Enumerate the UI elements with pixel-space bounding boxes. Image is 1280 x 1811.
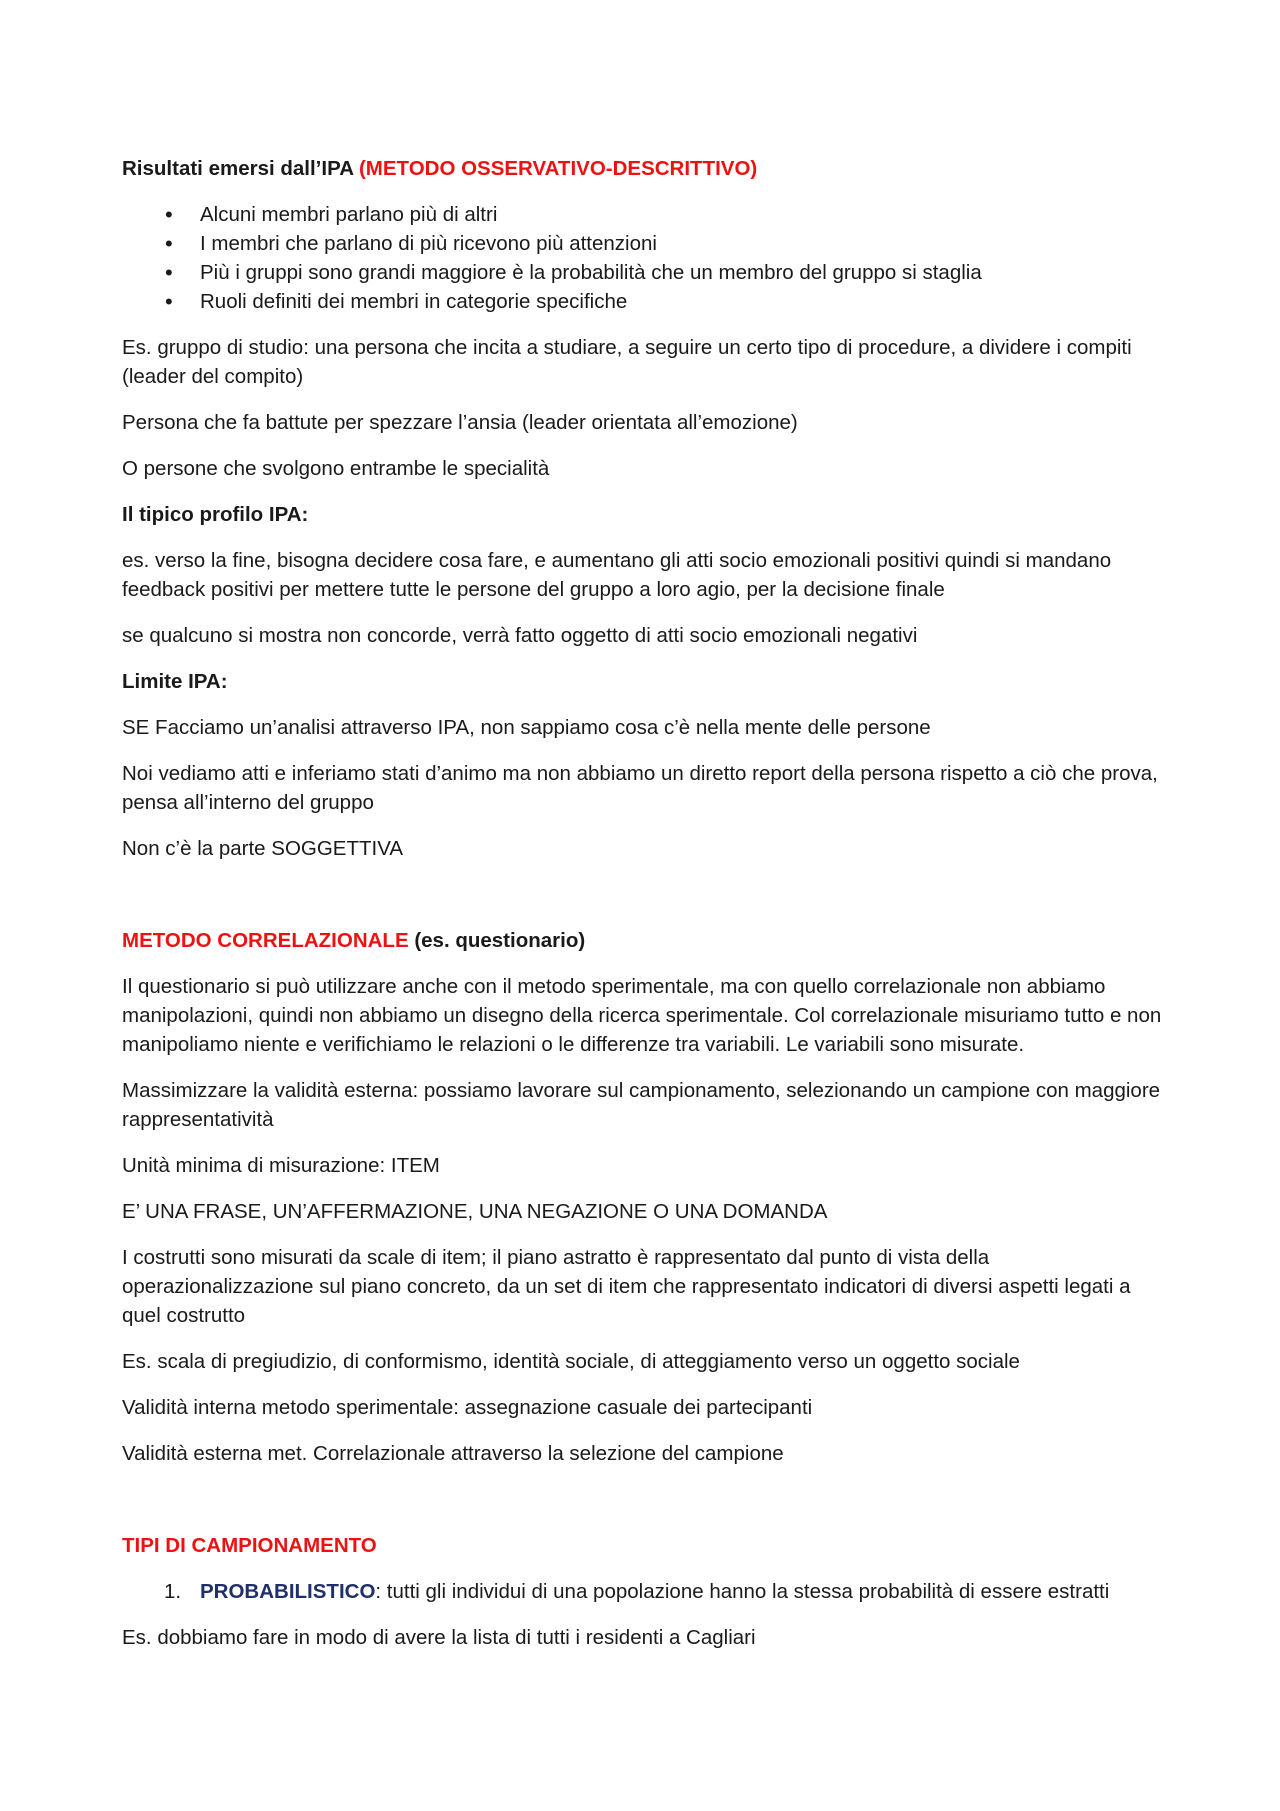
section-heading-correlazionale	[122, 926, 1162, 955]
paragraph: O persone che svolgono entrambe le specialità	[122, 457, 550, 480]
section-heading-campionamento: TIPI DI CAMPIONAMENTO	[122, 1534, 377, 1557]
paragraph: Persona che fa battute per spezzare l’ansia (leader orientata all’emozione)	[122, 411, 798, 434]
term-probabilistico: PROBABILISTICO	[200, 1580, 376, 1603]
subheading-limite: Limite IPA:	[122, 670, 228, 693]
paragraph: Validità interna metodo sperimentale: assegnazione casuale dei partecipanti	[122, 1396, 813, 1419]
paragraph: Massimizzare la validità esterna: possiamo lavorare sul campionamento, selezionando un campione con maggiore rappresentatività	[122, 1079, 1161, 1131]
paragraph: Noi vediamo atti e inferiamo stati d’animo ma non abbiamo un diretto report della persona rispetto a ciò che prova, pensa all’interno del gruppo	[122, 762, 1158, 814]
numbered-list	[122, 1577, 1162, 1606]
item-text: : tutti gli individui di una popolazione hanno la stessa probabilità di essere estratti	[375, 1580, 1110, 1603]
list-item: • Ruoli definiti dei membri in categorie specifiche	[122, 287, 1162, 316]
list-item: • Alcuni membri parlano più di altri	[122, 200, 1162, 229]
paragraph: SE Facciamo un’analisi attraverso IPA, non sappiamo cosa c’è nella mente delle persone	[122, 716, 931, 739]
list-item	[122, 1577, 1162, 1606]
section-heading-ipa-results	[122, 154, 1162, 183]
heading-text: (es. questionario)	[408, 929, 586, 952]
list-item: • I membri che parlano di più ricevono più attenzioni	[122, 229, 1162, 258]
paragraph: Il questionario si può utilizzare anche con il metodo sperimentale, ma con quello correlazionale non abbiamo manipolazioni, quindi non abbiamo un disegno della ricerca sperimentale. Col correlazionale misuriamo tutto e non manipoliamo niente e verifichiamo le relazioni o le differenze tra variabili. Le variabili sono misurate.	[122, 975, 1162, 1056]
heading-red-text: (METODO OSSERVATIVO-DESCRITTIVO)	[358, 157, 758, 180]
spacer	[122, 880, 1162, 926]
paragraph: Validità esterna met. Correlazionale attraverso la selezione del campione	[122, 1442, 784, 1465]
paragraph: es. verso la fine, bisogna decidere cosa fare, e aumentano gli atti socio emozionali positivi quindi si mandano feedback positivi per mettere tutte le persone del gruppo a loro agio, per la decisione finale	[122, 549, 1112, 601]
list-number: 1.	[164, 1580, 182, 1603]
heading-text: Risultati emersi dall’IPA	[122, 157, 359, 180]
paragraph: Es. gruppo di studio: una persona che incita a studiare, a seguire un certo tipo di procedure, a dividere i compiti (leader del compito)	[122, 336, 1132, 388]
paragraph: Non c’è la parte SOGGETTIVA	[122, 837, 404, 860]
paragraph: E’ UNA FRASE, UN’AFFERMAZIONE, UNA NEGAZIONE O UNA DOMANDA	[122, 1200, 828, 1223]
subheading-profilo: Il tipico profilo IPA:	[122, 503, 309, 526]
paragraph: I costrutti sono misurati da scale di item; il piano astratto è rappresentato dal punto di vista della operazionalizzazione sul piano concreto, da un set di item che rappresentato indicatori di diversi aspetti legati a quel costrutto	[122, 1246, 1131, 1327]
paragraph: Es. scala di pregiudizio, di conformismo, identità sociale, di atteggiamento verso un oggetto sociale	[122, 1350, 1020, 1373]
paragraph: Unità minima di misurazione: ITEM	[122, 1154, 440, 1177]
heading-red-text: METODO CORRELAZIONALE	[122, 929, 409, 952]
document-body	[122, 154, 1162, 1669]
bullet-list	[122, 200, 1162, 316]
paragraph: se qualcuno si mostra non concorde, verrà fatto oggetto di atti socio emozionali negativi	[122, 624, 918, 647]
paragraph: Es. dobbiamo fare in modo di avere la lista di tutti i residenti a Cagliari	[122, 1626, 756, 1649]
list-item: • Più i gruppi sono grandi maggiore è la probabilità che un membro del gruppo si staglia	[122, 258, 1162, 287]
spacer	[122, 1485, 1162, 1531]
